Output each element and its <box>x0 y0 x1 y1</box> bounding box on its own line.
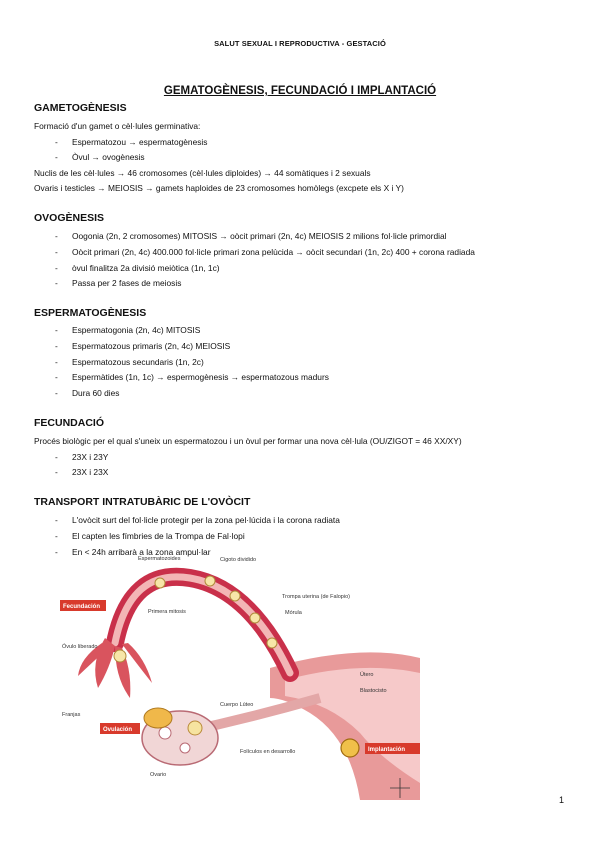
label-ovulo: Óvulo liberado <box>62 644 98 650</box>
label-trompa: Trompa uterina (de Falopio) <box>282 594 350 600</box>
label-espermatozoides: Espermatozoides <box>138 556 181 562</box>
transport-heading: TRANSPORT INTRATUBÀRIC DE L'OVÒCIT <box>34 496 251 508</box>
zygote-cell <box>230 591 240 601</box>
released-ovum <box>114 650 126 662</box>
label-cigoto: Cigoto dividido <box>220 557 257 563</box>
label-primera-mitosis: Primera mitosis <box>148 609 186 615</box>
fecundation-intro: Procés biològic per el qual s'uneix un espermatozou i un òvul per formar una nova cèl·lula (OU/ZIGOT = 46 XX/XY) <box>34 436 462 446</box>
gametogenesis-intro: Formació d'un gamet o cèl·lules germinativa: <box>34 121 201 131</box>
gametogenesis-line-2: Ovaris i testicles → MEIOSIS → gamets haploides de 23 cromosomes homòlegs (excpete els X i Y) <box>34 183 404 193</box>
page-number: 1 <box>558 795 564 805</box>
page-header: SALUT SEXUAL I REPRODUCTIVA - GESTACIÓ <box>214 39 386 48</box>
morula-cell <box>267 638 277 648</box>
label-fecundacion: Fecundación <box>63 604 101 610</box>
document-page: SALUT SEXUAL I REPRODUCTIVA - GESTACIÓ GEMATOGÈNESIS, FECUNDACIÓ I IMPLANTACIÓ GAMETOGÈNESIS Formació d'un gamet o cèl·lules germinativa: - Espermatozou → espermatogènesis - Òvul → ovogènesis Nuclis de les cèl·lules → 46 cromosomes (cèl·lules diploides) → 44 somàtiques i 2 sexuals Ovaris i testicles → MEIOSIS → gamets haploides de 23 cromosomes homòlegs (excpete els X i Y) OVOGÈNESIS - Oogonia (2n, 2 cromosomes) MITOSIS → oòcit primari (2n, 4c) MEIOSIS 2 milions fol·licle primordial - Oòcit primari (2n, 4c) 400.000 fol·licle primari zona pelùcida → oòcit secundari (1n, 2c) 400 + corona radiada - òvul finalitza 2a divisió meiòtica (1n, 1c) - Passa per 2 fases de meiosis ESPERMATOGÈNESIS - Espermatogonia (2n, 4c) MITOSIS - Espermatozous primaris (2n, 4c) MEIOSIS - Espermatozous secundaris (1n, 2c) - Espermàtides (1n, 1c) → espermogènesis → espermatozous madurs - Dura 60 dies FECUNDACIÓ Procés biològic per el qual s'uneix un espermatozou i un òvul per formar una nova cèl·lula (OU/ZIGOT = 46 XX/XY) - 23X i 23Y - 23X i 23X TRANSPORT INTRATUBÀRIC DE L'OVÒCIT - L'ovòcit surt del fol·licle protegir per la zona pel·lúcida i la corona radiata - El capten les fímbries de la Trompa de Fal·lopi - En < 24h arribarà a la zona ampul·lar Espermatozoides Cigoto dividido Fecundación Primera mitosis Trompa uterina (de Falopio) Mórula Óvulo liberado Útero Blastocisto Cuerpo Lúteo Franjas Ovulación Folículos en desarrollo Ovario Implantación 1 <box>0 0 600 848</box>
blastocyst <box>341 739 359 757</box>
ovogenesis-heading: OVOGÈNESIS <box>34 212 105 224</box>
corpus-luteum <box>188 721 202 735</box>
label-foliculos: Folículos en desarrollo <box>240 749 296 755</box>
reproductive-anatomy-figure <box>60 548 420 800</box>
label-blastocisto: Blastocisto <box>360 688 387 694</box>
zygote-cell <box>250 613 260 623</box>
zygote-cell <box>205 576 215 586</box>
fertilized-egg <box>155 578 165 588</box>
page-title: GEMATOGÈNESIS, FECUNDACIÓ I IMPLANTACIÓ <box>163 85 437 97</box>
ovulation-follicle <box>144 708 172 728</box>
fecundation-heading: FECUNDACIÓ <box>34 417 104 429</box>
label-ovulacion: Ovulación <box>103 727 133 733</box>
spermatogenesis-heading: ESPERMATOGÈNESIS <box>34 307 147 319</box>
follicle <box>159 727 171 739</box>
label-morula: Mórula <box>285 610 302 616</box>
label-implantacion: Implantación <box>368 747 406 753</box>
label-ovario: Ovario <box>150 772 167 778</box>
label-cuerpo-luteo: Cuerpo Lúteo <box>220 702 254 708</box>
label-utero: Útero <box>360 672 374 678</box>
follicle <box>180 743 190 753</box>
gametogenesis-heading: GAMETOGÈNESIS <box>34 102 127 114</box>
label-franjas: Franjas <box>62 712 81 718</box>
gametogenesis-line-1: Nuclis de les cèl·lules → 46 cromosomes (cèl·lules diploides) → 44 somàtiques i 2 sexuals <box>34 168 371 178</box>
